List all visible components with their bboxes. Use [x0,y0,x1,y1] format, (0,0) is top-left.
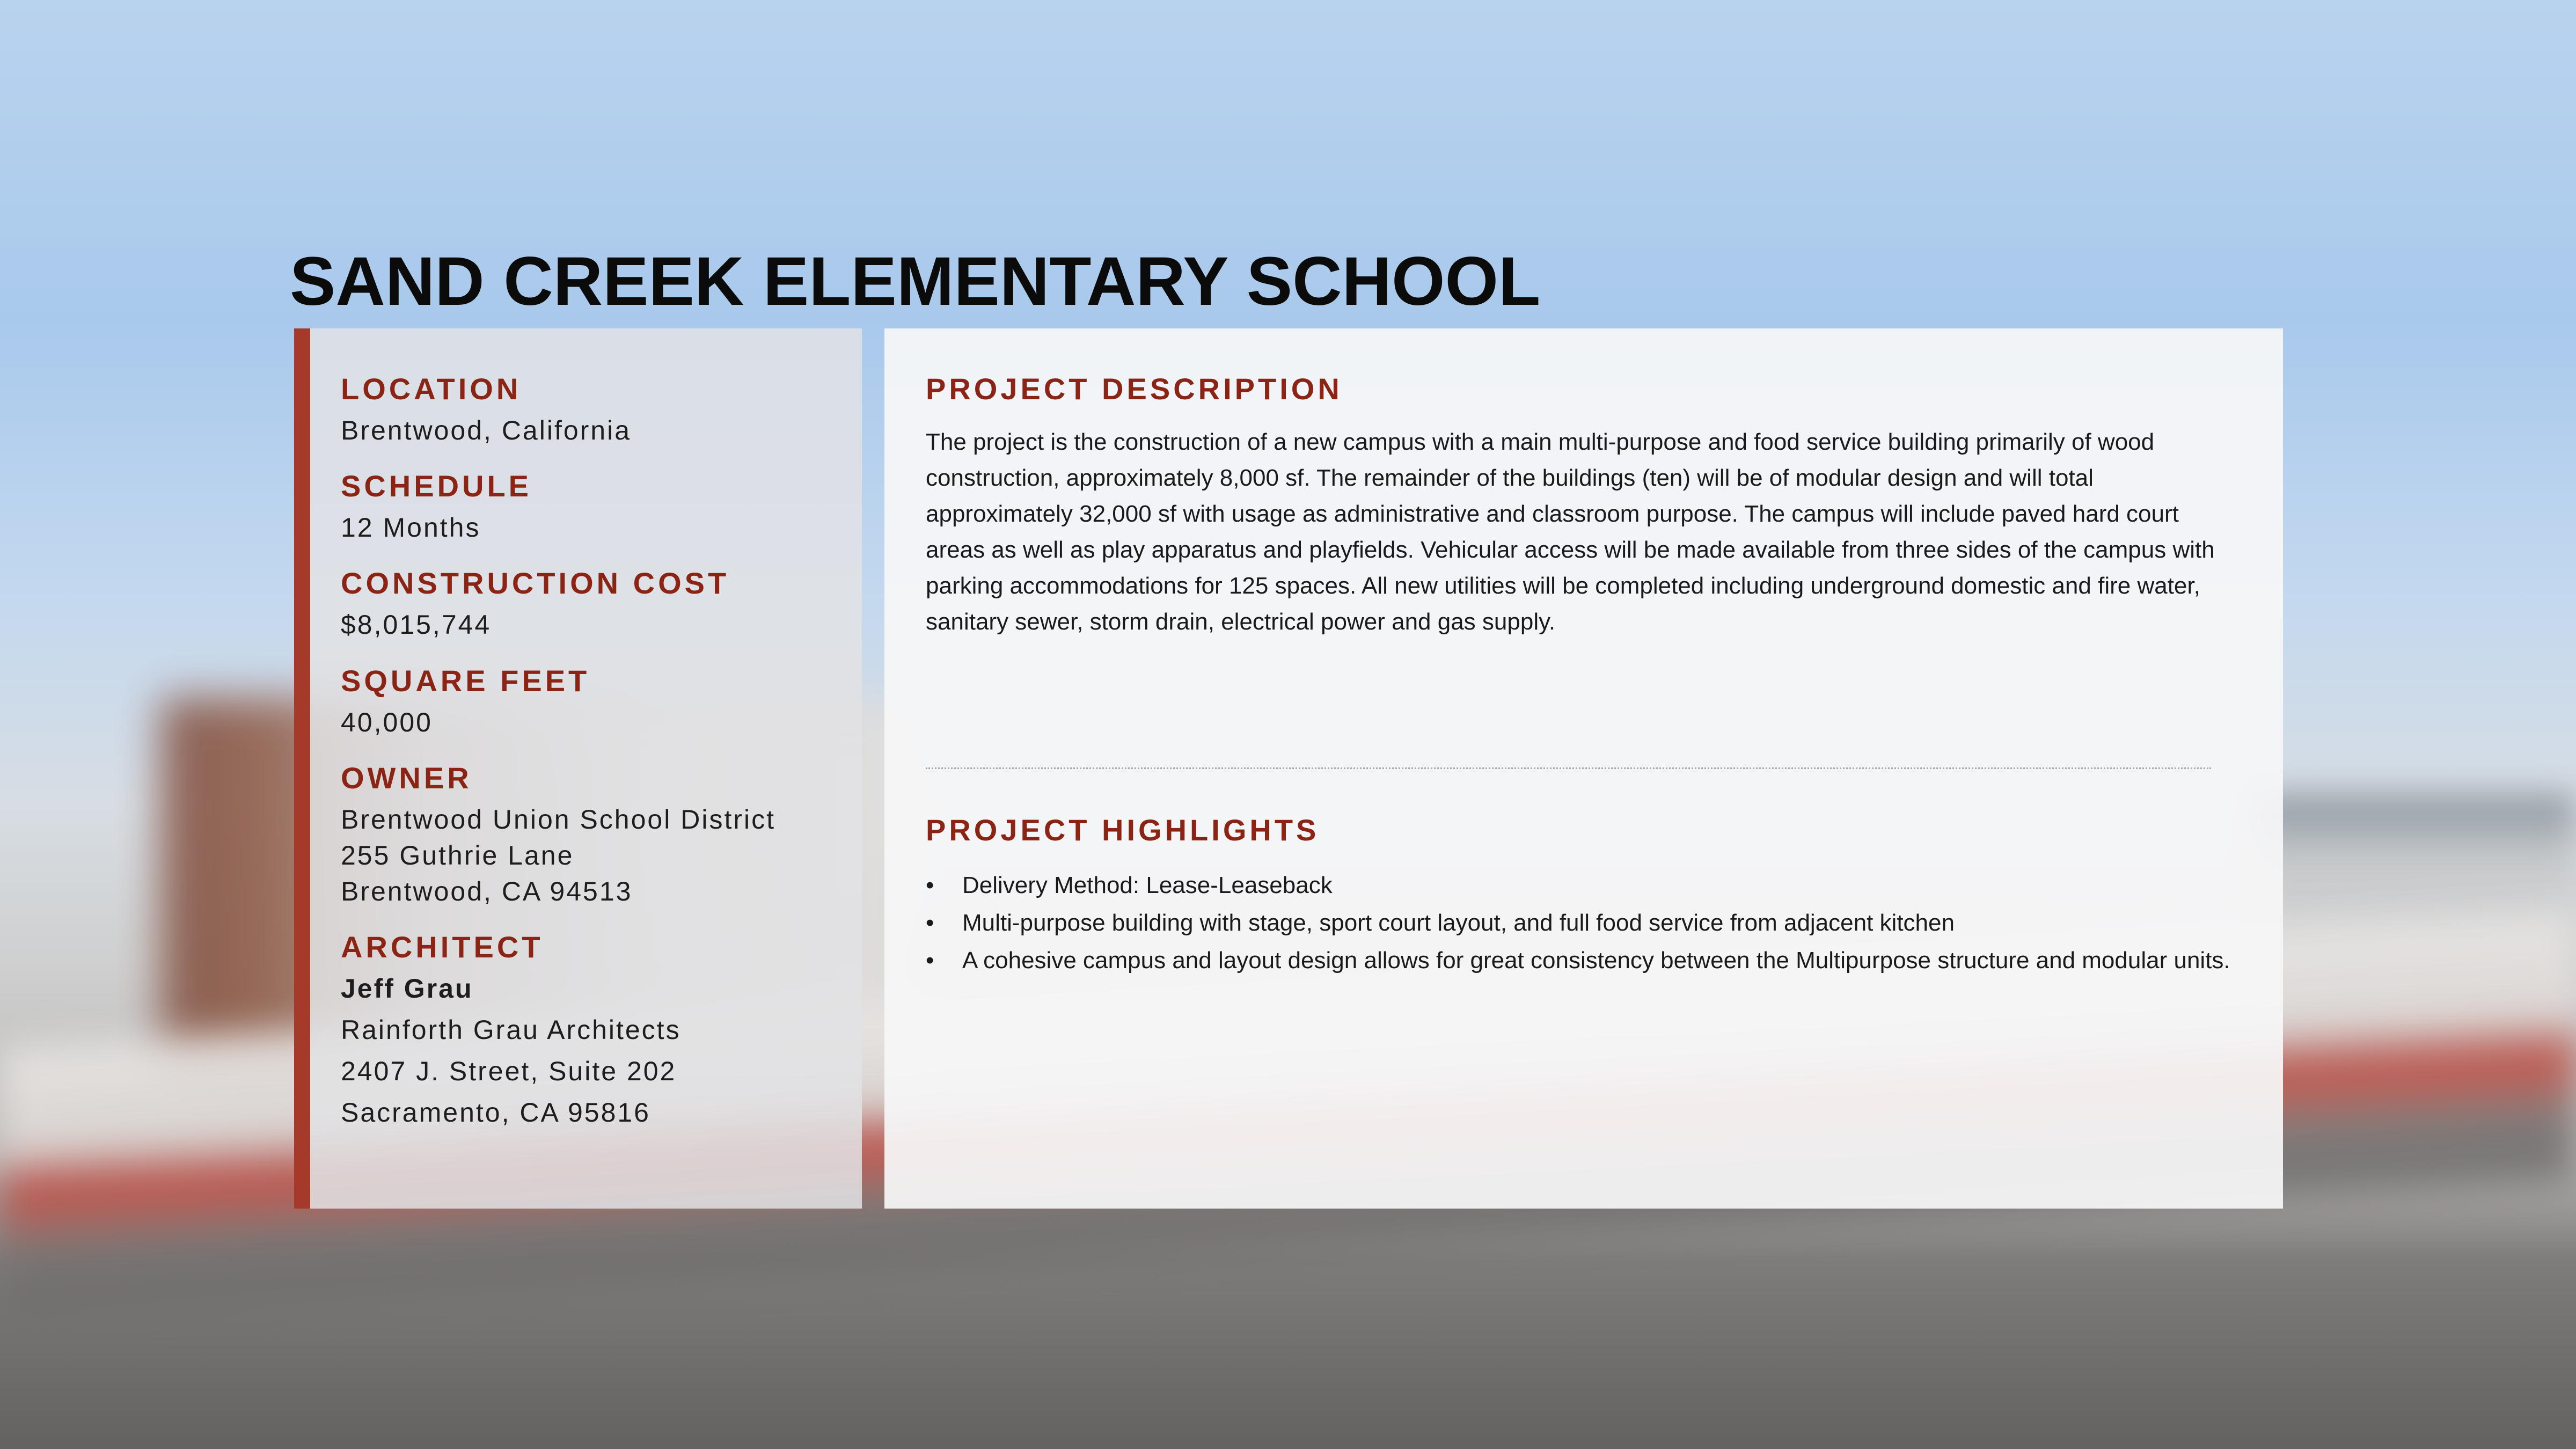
project-highlights-heading: PROJECT HIGHLIGHTS [926,813,1320,847]
owner-label: OWNER [341,761,472,795]
owner-line: Brentwood, CA 94513 [341,876,633,906]
project-description-text: The project is the construction of a new campus with a main multi-purpose and food service building primarily of wood construction, approximately 8,000 sf. The remainder of the buildings (ten) will be of modular design and will total approximately 32,000 sf with usage as administrative and classroom purpose. The campus will include paved hard court areas as well as play apparatus and playfields. Vehicular access will be made available from three sides of the campus with parking accommodations for 125 spaces. All new utilities will be completed including underground domestic and fire water, sanitary sewer, storm drain, electrical power and gas supply. [926,429,2215,635]
list-item [926,867,2241,904]
schedule-label: SCHEDULE [341,469,532,503]
architect-name: Jeff Grau [341,974,473,1004]
list-item [926,942,2241,979]
highlight-text: Multi-purpose building with stage, sport court layout, and full food service from adjacent kitchen [962,910,1955,936]
owner-line: 255 Guthrie Lane [341,840,574,870]
architect-line: Rainforth Grau Architects [341,1015,681,1045]
architect-label: ARCHITECT [341,930,544,964]
construction-cost-label: CONSTRUCTION COST [341,566,730,600]
bullet-icon: • [926,947,934,974]
page-title: SAND CREEK ELEMENTARY SCHOOL [290,243,1541,320]
bullet-icon: • [926,910,934,936]
owner-line: Brentwood Union School District [341,804,775,835]
location-value: Brentwood, California [341,415,632,445]
highlight-text: Delivery Method: Lease-Leaseback [962,872,1333,898]
project-description-heading: PROJECT DESCRIPTION [926,372,1343,406]
architect-line: Sacramento, CA 95816 [341,1097,650,1128]
section-divider [926,767,2211,769]
highlight-text: A cohesive campus and layout design allows for great consistency between the Multipurpose structure and modular units. [962,947,2230,974]
schedule-value: 12 Months [341,513,481,543]
bullet-icon: • [926,872,934,898]
square-feet-value: 40,000 [341,707,433,737]
location-label: LOCATION [341,372,522,406]
list-item [926,904,2241,942]
highlights-list [926,867,2241,979]
square-feet-label: SQUARE FEET [341,664,590,698]
architect-line: 2407 J. Street, Suite 202 [341,1056,677,1086]
construction-cost-value: $8,015,744 [341,610,492,640]
